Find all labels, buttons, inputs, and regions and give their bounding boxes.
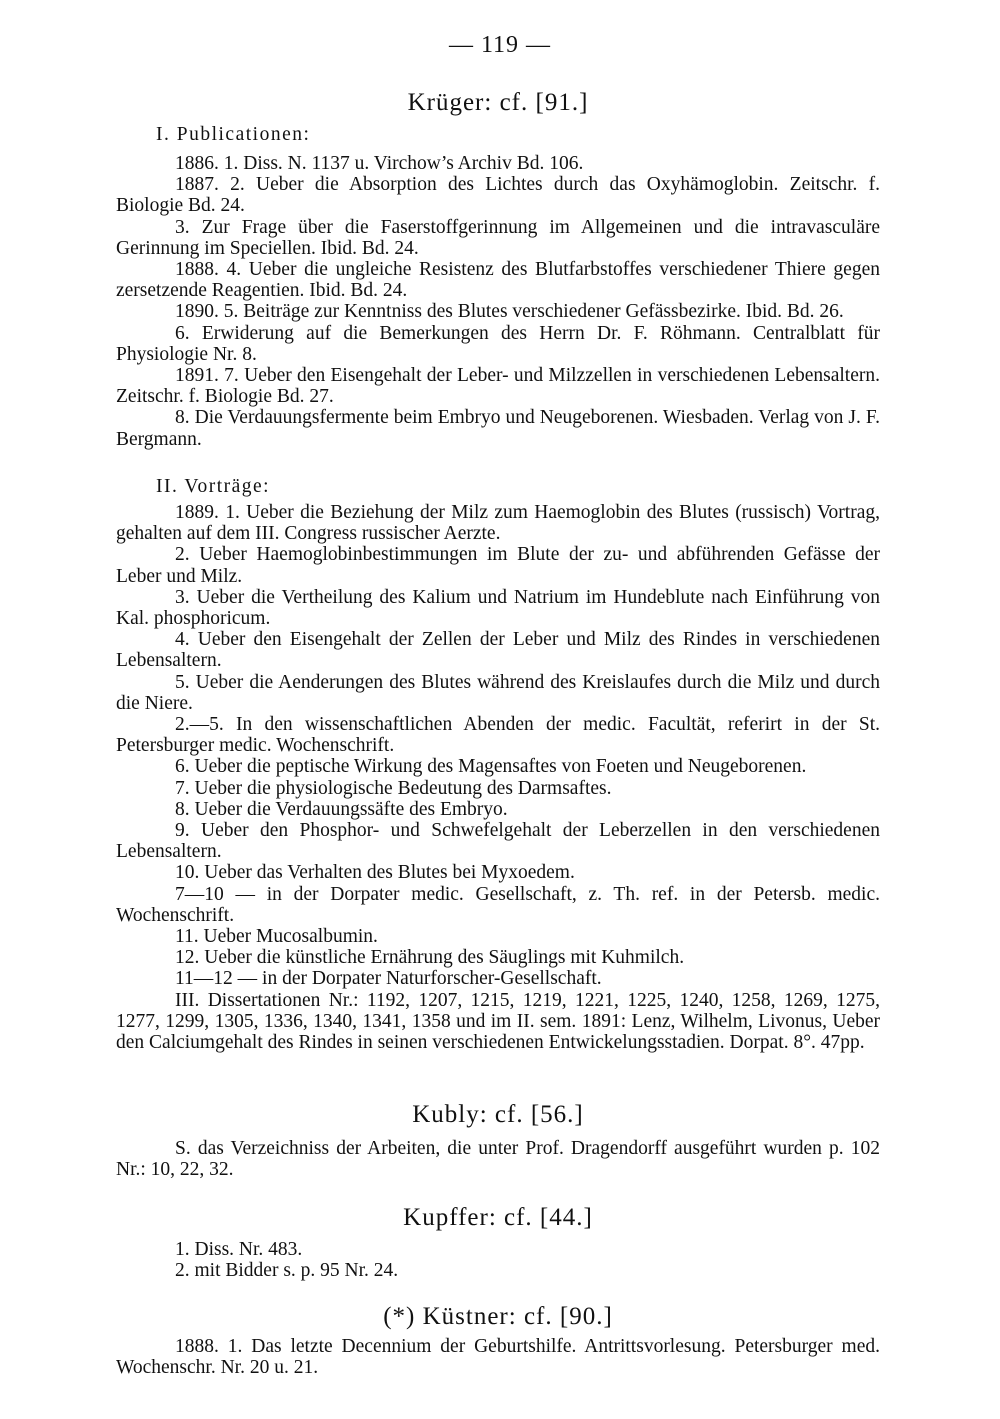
kuestner-heading: (*) Küstner: cf. [90.] <box>383 1303 613 1330</box>
kupffer-item: 1. Diss. Nr. 483. <box>175 1239 303 1260</box>
publication-entry: 1891. 7. Ueber den Eisengehalt der Leber- und Milzzellen in verschiedenen Lebensaltern. Zeitschr. f. Biologie Bd. 27. <box>116 365 880 408</box>
section-kuestner <box>116 1302 880 1378</box>
lecture-entry: 1889. 1. Ueber die Beziehung der Milz zum Haemoglobin des Blutes (russisch) Vortrag, gehalten auf dem III. Congress russischer Aerzte. <box>116 502 880 545</box>
section-krueger-lectures <box>116 476 880 1053</box>
section-krueger <box>116 88 880 450</box>
lecture-entry: 12. Ueber die künstliche Ernährung des Säuglings mit Kuhmilch. <box>175 947 685 969</box>
publication-entry: 6. Erwiderung auf die Bemerkungen des Herrn Dr. F. Röhmann. Centralblatt für Physiologie Nr. 8. <box>116 322 880 365</box>
krueger-publications-label: I. Publicationen: <box>156 124 311 145</box>
publication-entry: 1887. 2. Ueber die Absorption des Lichtes durch das Oxyhämoglobin. Zeitschr. f. Biologie Bd. 24. <box>116 174 880 217</box>
lecture-entry: 5. Ueber die Aenderungen des Blutes während des Kreislaufes durch die Milz und durch die Niere. <box>116 671 880 714</box>
lecture-entry: 8. Ueber die Verdauungssäfte des Embryo. <box>175 798 508 820</box>
lecture-entry: 2. Ueber Haemoglobinbestimmungen im Blute der zu- und abführenden Gefässe der Leber und Milz. <box>116 544 880 587</box>
lecture-entry: 10. Ueber das Verhalten des Blutes bei Myxoedem. <box>175 862 575 884</box>
lecture-entry: 7. Ueber die physiologische Bedeutung des Darmsaftes. <box>175 777 612 799</box>
section-kubly <box>116 1100 880 1180</box>
lecture-entry: 3. Ueber die Vertheilung des Kalium und Natrium im Hundeblute nach Einführung von Kal. phosphoricum. <box>116 586 880 630</box>
publication-entry: 1890. 5. Beiträge zur Kenntniss des Blutes verschiedener Gefässbezirke. Ibid. Bd. 26. <box>175 301 844 323</box>
krueger-heading: Krüger: cf. [91.] <box>407 89 589 116</box>
lecture-entry: 11. Ueber Mucosalbumin. <box>175 926 378 948</box>
kubly-text: S. das Verzeichniss der Arbeiten, die unter Prof. Dragendorff ausgeführt wurden p. 102 Nr.: 10, 22, 32. <box>116 1138 880 1181</box>
krueger-lectures-list <box>116 502 880 1053</box>
lecture-entry: 2.—5. In den wissenschaftlichen Abenden der medic. Facultät, referirt in der St. Petersburger medic. Wochenschrift. <box>116 714 880 757</box>
lecture-entry: 9. Ueber den Phosphor- und Schwefelgehalt der Leberzellen in den verschiedenen Lebensaltern. <box>116 820 880 863</box>
publication-entry: 1888. 4. Ueber die ungleiche Resistenz des Blutfarbstoffes verschiedener Thiere gegen zersetzende Reagentien. Ibid. Bd. 24. <box>116 259 880 302</box>
publication-entry: 8. Die Verdauungsfermente beim Embryo und Neugeborenen. Wiesbaden. Verlag von J. F. Bergmann. <box>116 407 880 450</box>
section-kupffer <box>116 1203 880 1281</box>
krueger-lectures-label: II. Vorträge: <box>156 476 271 497</box>
lecture-entry: 6. Ueber die peptische Wirkung des Magensaftes von Foeten und Neugeborenen. <box>175 756 807 778</box>
krueger-publications-list <box>116 153 880 450</box>
kuestner-item: 1888. 1. Das letzte Decennium der Geburtshilfe. Antrittsvorlesung. Petersburger med. Wochenschr. Nr. 20 u. 21. <box>116 1336 880 1379</box>
kupffer-heading: Kupffer: cf. [44.] <box>403 1204 593 1231</box>
page-number: — 119 — <box>448 32 552 58</box>
publication-entry: 1886. 1. Diss. N. 1137 u. Virchow’s Archiv Bd. 106. <box>175 153 584 174</box>
dissertations-entry: III. Dissertationen Nr.: 1192, 1207, 1215, 1219, 1221, 1225, 1240, 1258, 1269, 1275, 1277, 1299, 1305, 1336, 1340, 1341, 1358 und im II. sem. 1891: Lenz, Wilhelm, Livonus, Ueber den Calciumgehalt des Rindes in seinen verschiedenen Entwickelungsstadien. Dorpat. 8°. 47pp. <box>116 989 880 1054</box>
lecture-entry: 7—10 — in der Dorpater medic. Gesellschaft, z. Th. ref. in der Petersb. medic. Wochenschrift. <box>116 883 880 926</box>
kupffer-item: 2. mit Bidder s. p. 95 Nr. 24. <box>175 1260 399 1282</box>
lecture-entry: 4. Ueber den Eisengehalt der Zellen der Leber und Milz des Rindes in verschiedenen Lebensaltern. <box>116 629 880 672</box>
kubly-heading: Kubly: cf. [56.] <box>412 1101 584 1128</box>
publication-entry: 3. Zur Frage über die Faserstoffgerinnung im Allgemeinen und die intravasculäre Gerinnung im Speciellen. Ibid. Bd. 24. <box>116 216 880 259</box>
lecture-entry: 11—12 — in der Dorpater Naturforscher-Gesellschaft. <box>175 968 602 990</box>
